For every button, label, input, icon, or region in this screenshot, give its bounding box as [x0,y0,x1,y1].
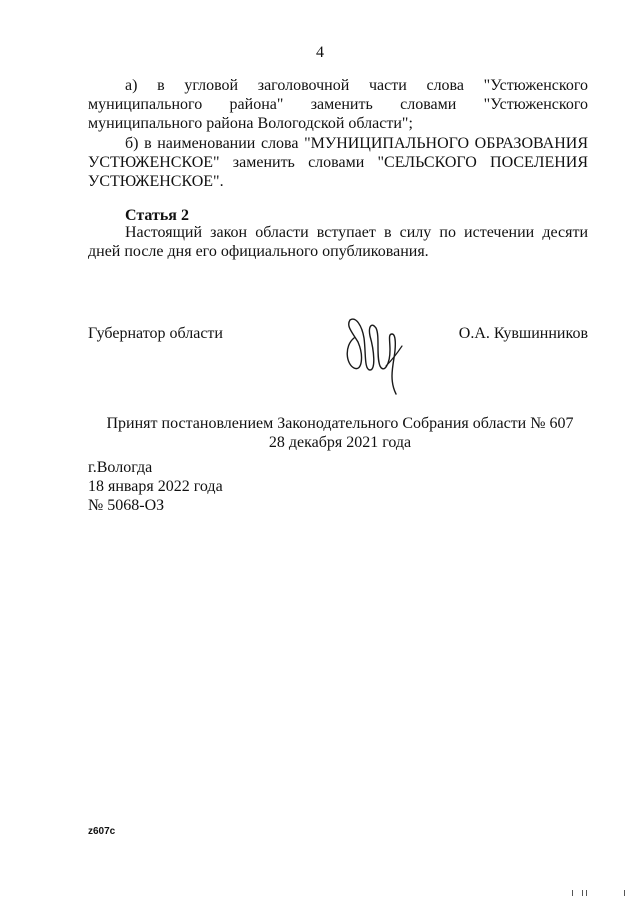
scan-artifact-marks [568,890,628,898]
place-date-number [88,458,223,515]
adoption-line-1: Принят постановлением Законодательного Собрания области № 607 [106,415,574,432]
law-number: № 5068-ОЗ [88,497,165,514]
handwritten-signature [340,312,416,396]
governor-title: Губернатор области [88,325,223,342]
place-city: г.Вологда [88,459,153,476]
paragraph-b-text: б) в наименовании слова "МУНИЦИПАЛЬНОГО ОБРАЗОВАНИЯ УСТЮЖЕНСКОЕ" заменить словами "СЕЛЬСКОГО ПОСЕЛЕНИЯ УСТЮЖЕНСКОЕ". [88,135,588,190]
article-2-paragraph [88,223,588,261]
adoption-note [0,414,640,452]
adoption-line-2: 28 декабря 2021 года [268,434,412,451]
paragraph-a-text: а) в угловой заголовочной части слова "Устюженского муниципального района" заменить словами "Устюженского муниципального района Вологодской области"; [88,77,588,132]
signature-row [88,325,588,345]
paragraph-a [88,76,588,133]
governor-name: О.А. Кувшинников [458,325,588,342]
paragraph-b [88,134,588,191]
article-2-heading: Статья 2 [125,207,189,224]
law-date: 18 января 2022 года [88,478,223,495]
article-2-text: Настоящий закон области вступает в силу по истечении десяти дней после дня его официального опубликования. [88,224,588,260]
page-number: 4 [316,44,324,61]
document-code: z607c [88,826,116,837]
